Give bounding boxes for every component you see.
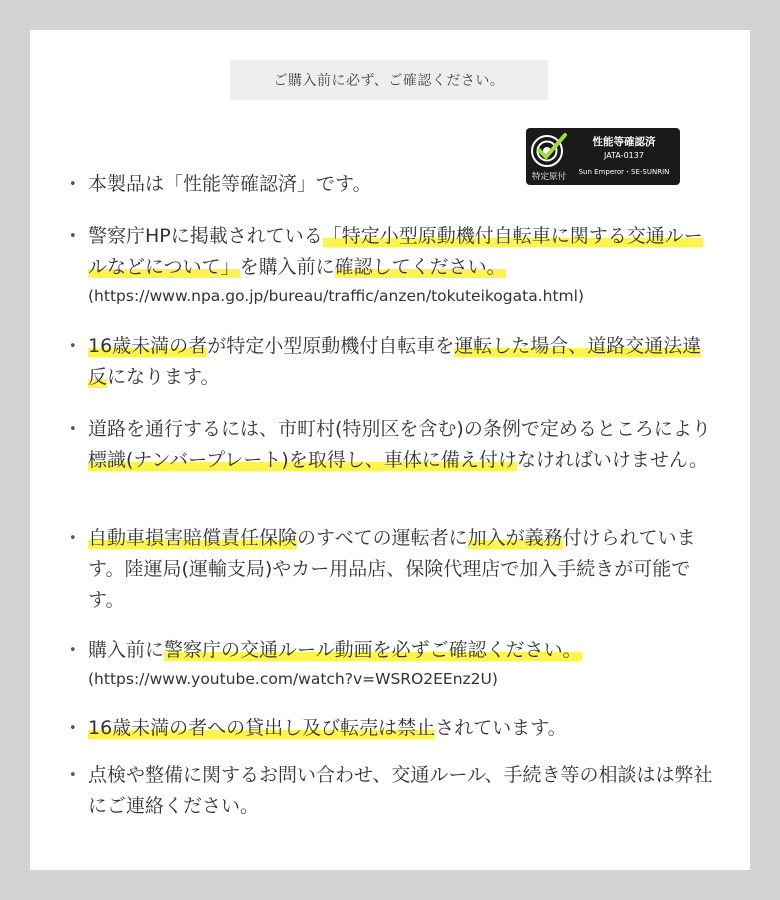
list-item xyxy=(88,169,718,200)
item-text: 付けられています。陸運局(運輸支局)やカー用品店、保険代理店で加入手続きが可能です。 xyxy=(88,527,696,611)
list-item xyxy=(88,713,718,744)
item-text: 本製品は「性能等確認済」です。 xyxy=(88,173,372,195)
badge-code: JATA-0137 xyxy=(604,151,644,160)
highlighted-text: 「特定小型原動機付自転車に関する交通ルールなどについて」 xyxy=(88,225,703,278)
list-item xyxy=(88,523,718,616)
check-mark-logo-icon xyxy=(529,132,569,168)
list-item xyxy=(88,760,718,822)
npa-url[interactable]: (https://www.npa.go.jp/bureau/traffic/anzen/tokuteikogata.html) xyxy=(88,287,584,305)
item-text: 警察庁HPに掲載されている xyxy=(88,225,323,247)
item-text: 購入前に xyxy=(88,639,165,661)
item-text: されています。 xyxy=(435,717,567,739)
highlighted-text: 警察庁の交通ルール動画を必ずご確認ください。 xyxy=(164,639,582,661)
item-text: を購入前に xyxy=(239,256,335,278)
highlighted-text: 加入が義務 xyxy=(467,527,563,549)
notice-card xyxy=(30,30,750,870)
notice-banner: ご購入前に必ず、ご確認ください。 xyxy=(230,60,548,100)
badge-model-names: Sun Emperor・SE-SUNRIN xyxy=(578,168,670,176)
highlighted-text: 16歳未満の者 xyxy=(88,335,208,357)
badge-title: 性能等確認済 xyxy=(592,136,656,148)
item-text: のすべての運転者に xyxy=(297,527,468,549)
highlighted-text: 自動車損害賠償責任保険 xyxy=(88,527,298,549)
item-text: になります。 xyxy=(107,366,220,388)
item-text: なければいけません。 xyxy=(516,449,708,471)
list-item xyxy=(88,221,718,309)
item-text: 点検や整備に関するお問い合わせ、交通ルール、手続き等の相談はは弊社にご連絡ください。 xyxy=(88,764,713,817)
highlighted-text: 標識(ナンバープレート)を取得し、車体に備え付け xyxy=(88,449,517,471)
badge-logo-label: 特定原付 xyxy=(531,172,566,182)
highlighted-text: 確認してください。 xyxy=(334,256,506,278)
highlighted-text: 16歳未満の者への貸出し及び転売は禁止 xyxy=(88,717,436,739)
item-text: 道路を通行するには、市町村(特別区を含む)の条例で定めるところにより xyxy=(88,418,711,440)
highlighted-text: 運転した場合、道路交通法違反 xyxy=(88,335,702,388)
youtube-url[interactable]: (https://www.youtube.com/watch?v=WSRO2EEnz2U) xyxy=(88,670,498,688)
list-item xyxy=(88,635,718,692)
list-item xyxy=(88,331,718,393)
item-text: が特定小型原動機付自転車を xyxy=(207,335,455,357)
list-item xyxy=(88,414,718,476)
